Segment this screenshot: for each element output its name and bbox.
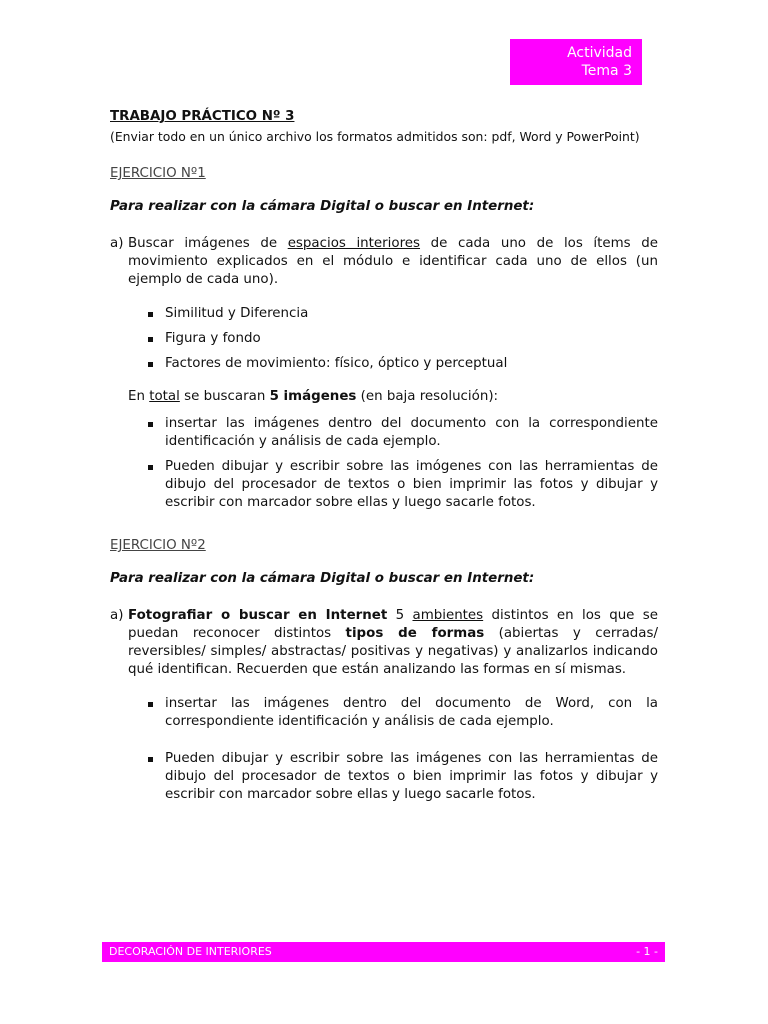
list-item: insertar las imágenes dentro del documento de Word, con la correspondiente identificación y análisis de cada ejemplo. [146,695,658,731]
list-item: Pueden dibujar y escribir sobre las imógenes con las herramientas de dibujo del procesador de textos o bien imprimir las fotos y dibujar y escribir con marcador sobre ellas y luego sacarle fotos. [146,458,658,512]
page-footer [102,942,665,962]
item-a-text: Fotografiar o buscar en Internet 5 ambientes distintos en los que se puedan reconocer distintos tipos de formas (abiertas y cerradas/ reversibles/ simples/ abstractas/ positivas y negativas) y analizarlos indicando qué identifican. Recuerden que están analizando las formas en sí mismas. [128,608,658,677]
exercise-2-heading: EJERCICIO Nº2 [110,538,206,553]
footer-course-title: DECORACIÓN DE INTERIORES [109,945,272,958]
list-item: Factores de movimiento: físico, óptico y perceptual [146,355,658,373]
badge-line-topic: Tema 3 [581,63,632,79]
total-images-line: En total se buscaran 5 imágenes (en baja resolución): [128,389,499,404]
exercise-1-item-a [110,235,658,289]
item-a-label: a) [110,236,124,251]
list-item: Figura y fondo [146,330,658,348]
list-item: Pueden dibujar y escribir sobre las imágenes con las herramientas de dibujo del procesador de textos o bien imprimir las fotos y dibujar y escribir con marcador sobre ellas y luego sacarle fotos. [146,750,658,804]
submission-note: (Enviar todo en un único archivo los formatos admitidos son: pdf, Word y PowerPoint) [110,129,640,144]
item-a-text: Buscar imágenes de espacios interiores de cada uno de los ítems de movimiento explicados en el módulo e identificar cada uno de ellos (un ejemplo de cada uno). [128,236,659,287]
movement-items-list [110,305,658,373]
spaces-interior-term: espacios interiores [287,236,421,251]
page-title: TRABAJO PRÁCTICO Nº 3 [110,109,295,124]
exercise-2-lead: Para realizar con la cámara Digital o buscar en Internet: [110,571,535,586]
activity-badge [510,39,642,85]
item-a-label: a) [110,608,124,623]
list-item: insertar las imágenes dentro del documento con la correspondiente identificación y análisis de cada ejemplo. [146,415,658,451]
exercise-2-bullets [110,695,658,804]
badge-line-activity: Actividad [567,45,632,61]
exercise-1-bullets [110,415,658,512]
exercise-2-item-a [110,607,658,679]
list-item: Similitud y Diferencia [146,305,658,323]
exercise-1-lead: Para realizar con la cámara Digital o buscar en Internet: [110,199,535,214]
document-body [110,108,658,804]
page-number: - 1 - [636,945,658,958]
exercise-1-heading: EJERCICIO Nº1 [110,166,206,181]
